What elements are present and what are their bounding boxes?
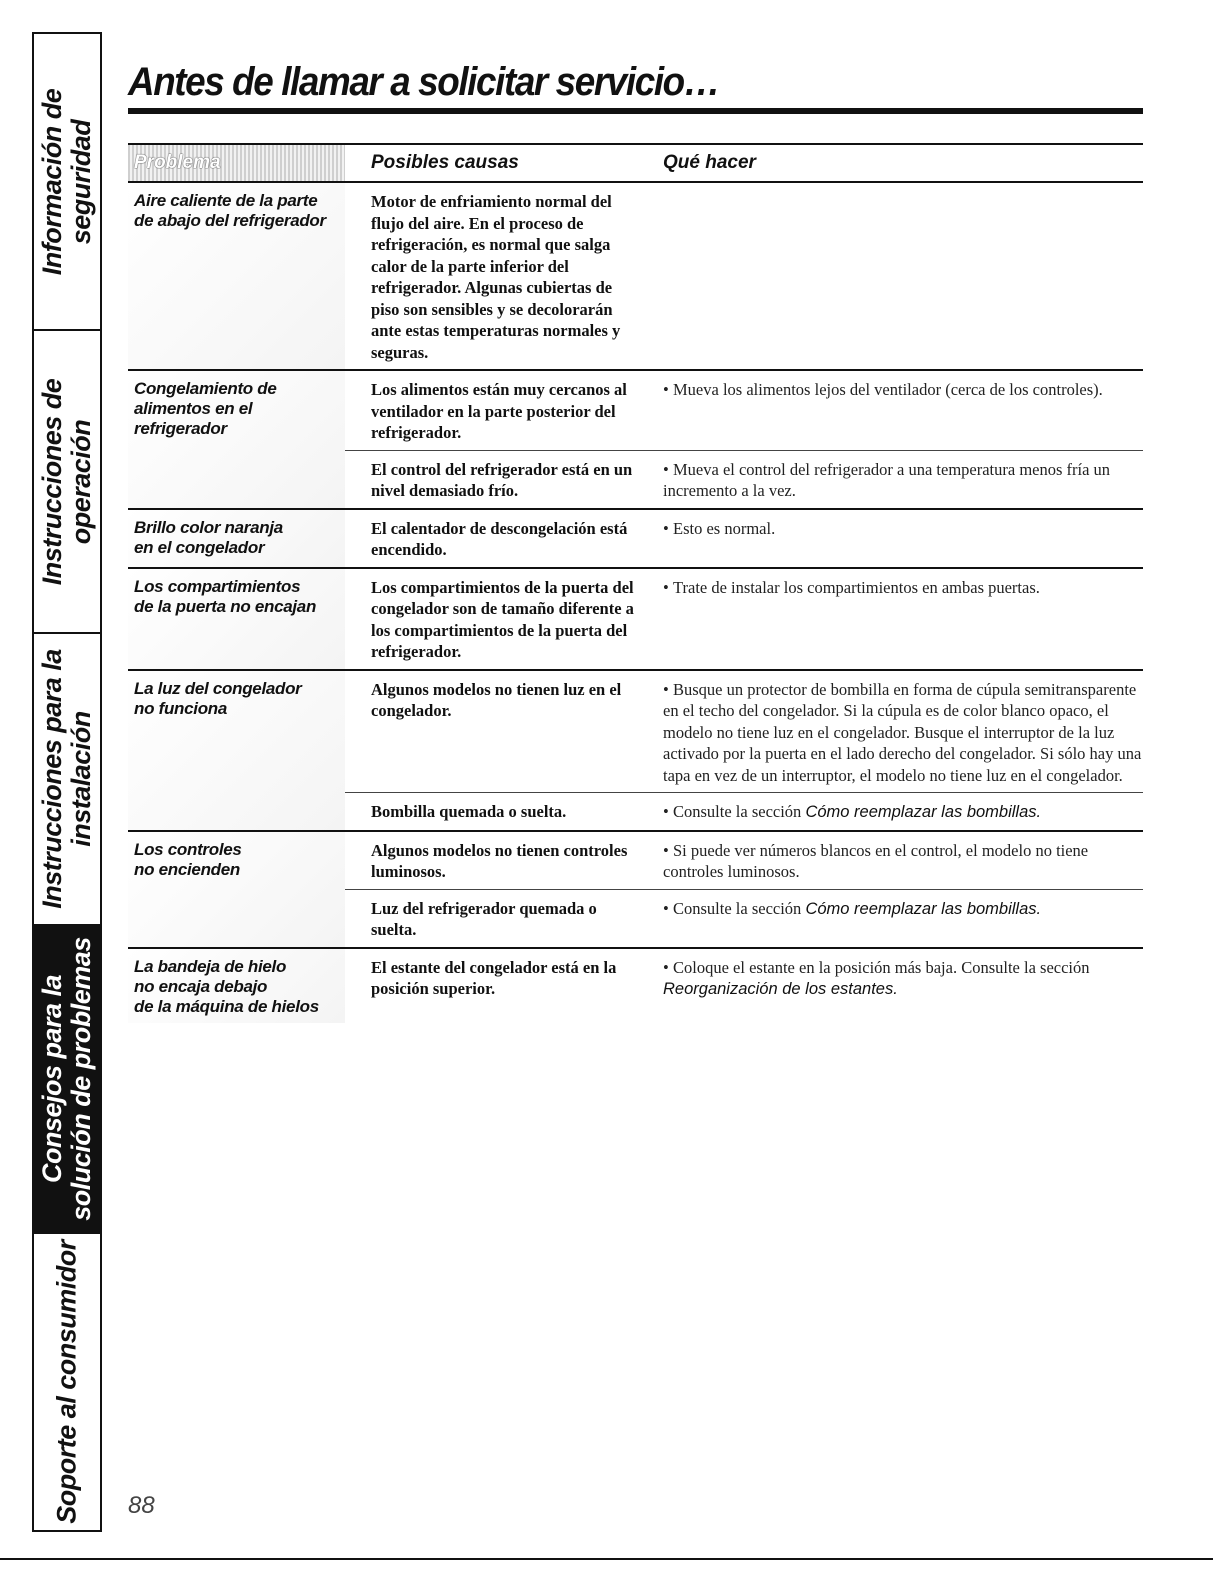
sidebar-tab-instalacion[interactable] <box>34 634 100 926</box>
problem-line: de la máquina de hielos <box>134 996 319 1016</box>
action-text: Busque un protector de bombilla en forma de cúpula semitransparente en el techo del congelador. Si la cúpula es de color blanco opaco, el modelo no tiene luz en el congelador. Busque el interruptor de la luz activado por la puerta en el lado derecho del congelador. Si sólo hay una tapa en vez de un interruptor, el modelo no tiene luz en el congelador. <box>663 679 1142 785</box>
cause-cell: El estante del congelador está en la posición superior. <box>345 948 649 1023</box>
header-action: Qué hacer <box>649 144 1143 182</box>
problem-line: en el congelador <box>134 537 265 557</box>
problem-cell <box>128 370 345 509</box>
problem-line: de abajo del refrigerador <box>134 211 326 230</box>
bullet-icon: • <box>663 679 669 699</box>
action-cell <box>649 450 1143 509</box>
action-cell <box>649 182 1143 370</box>
action-text: Consulte la sección <box>673 898 806 918</box>
problem-line: La bandeja de hielo <box>134 956 287 976</box>
action-cell <box>649 370 1143 450</box>
table-row <box>128 182 1143 370</box>
problem-line: La luz del congelador <box>134 678 302 698</box>
cause-cell: Los compartimientos de la puerta del congelador son de tamaño diferente a los compartimientos de la puerta del refrigerador. <box>345 568 649 670</box>
page-title: Antes de llamar a solicitar servicio… <box>128 60 720 104</box>
cause-cell: Los alimentos están muy cercanos al ventilador en la parte posterior del refrigerador. <box>345 370 649 450</box>
problem-line: alimentos en el <box>134 399 253 418</box>
problem-cell <box>128 670 345 831</box>
action-cell <box>649 568 1143 670</box>
bullet-icon: • <box>663 840 669 860</box>
problem-cell <box>128 509 345 568</box>
problem-line: Los controles <box>134 839 242 859</box>
action-cell <box>649 670 1143 793</box>
table-row <box>128 568 1143 670</box>
problem-line: Congelamiento de <box>134 379 277 398</box>
troubleshooting-table <box>128 143 1143 1023</box>
action-text: Mueva el control del refrigerador a una temperatura menos fría un incremento a la vez. <box>663 459 1111 500</box>
sidebar-tab-label: Información de seguridad <box>37 88 96 275</box>
sidebar-tab-label: Consejos para la solución de problemas <box>37 937 96 1221</box>
sidebar-tab-operacion[interactable] <box>34 331 100 634</box>
title-rule <box>128 108 1143 114</box>
cause-cell: Luz del refrigerador quemada o suelta. <box>345 889 649 948</box>
action-cell <box>649 889 1143 948</box>
action-text: Esto es normal. <box>673 518 776 538</box>
action-cell <box>649 509 1143 568</box>
table-row <box>128 948 1143 1023</box>
action-cell <box>649 831 1143 890</box>
sidebar-tab-consumidor[interactable] <box>34 1234 100 1530</box>
problem-cell <box>128 831 345 948</box>
cause-cell: Algunos modelos no tienen controles luminosos. <box>345 831 649 890</box>
problem-line: no encienden <box>134 859 240 879</box>
sidebar-tab-seguridad[interactable] <box>34 34 100 331</box>
problem-line: Aire caliente de la parte <box>134 191 318 210</box>
table-row <box>128 509 1143 568</box>
bullet-icon: • <box>663 518 669 538</box>
cause-cell: Algunos modelos no tienen luz en el congelador. <box>345 670 649 793</box>
cause-cell: Bombilla quemada o suelta. <box>345 793 649 831</box>
action-cell <box>649 948 1143 1023</box>
problem-line: refrigerador <box>134 419 227 438</box>
problem-line: Brillo color naranja <box>134 517 283 537</box>
problem-cell <box>128 948 345 1023</box>
bullet-icon: • <box>663 898 669 918</box>
sidebar <box>32 32 102 1532</box>
bottom-rule <box>0 1558 1213 1560</box>
sidebar-tab-label: Instrucciones de operación <box>37 378 96 585</box>
table-row <box>128 370 1143 450</box>
action-cell <box>649 793 1143 831</box>
table-header-row <box>128 144 1143 182</box>
table-row <box>128 831 1143 890</box>
cause-cell: El calentador de descongelación está encendido. <box>345 509 649 568</box>
cause-cell: Motor de enfriamiento normal del flujo del aire. En el proceso de refrigeración, es normal que salga calor de la parte inferior del refrigerador. Algunas cubiertas de piso son sensibles y se decolorarán ante estas temperaturas normales y seguras. <box>345 182 649 370</box>
problem-line: no funciona <box>134 698 228 718</box>
action-text: Mueva los alimentos lejos del ventilador (cerca de los controles). <box>673 380 1103 399</box>
sidebar-tab-label: Instrucciones para la instalación <box>37 649 96 909</box>
action-text: Trate de instalar los compartimientos en ambas puertas. <box>673 577 1040 597</box>
action-text: Si puede ver números blancos en el control, el modelo no tiene controles luminosos. <box>663 840 1089 881</box>
action-text: Consulte la sección <box>673 802 806 821</box>
cause-cell: El control del refrigerador está en un nivel demasiado frío. <box>345 450 649 509</box>
header-problem: Problema <box>128 144 345 182</box>
sidebar-tab-label: Soporte al consumidor <box>51 1240 82 1524</box>
problem-line: Los compartimientos <box>134 576 301 596</box>
table-row <box>128 670 1143 793</box>
problem-cell <box>128 568 345 670</box>
page-number: 88 <box>128 1492 155 1519</box>
problem-line: no encaja debajo <box>134 976 268 996</box>
bullet-icon: • <box>663 459 669 479</box>
section-reference-link[interactable]: Cómo reemplazar las bombillas. <box>805 899 1042 918</box>
table-body <box>128 182 1143 1023</box>
section-reference-link[interactable]: Cómo reemplazar las bombillas. <box>805 803 1042 821</box>
problem-cell <box>128 182 345 370</box>
bullet-icon: • <box>663 957 669 977</box>
section-reference-link[interactable]: Reorganización de los estantes. <box>663 980 898 998</box>
action-text: Coloque el estante en la posición más baja. Consulte la sección <box>673 957 1090 977</box>
header-cause: Posibles causas <box>345 144 649 182</box>
bullet-icon: • <box>663 577 669 597</box>
bullet-icon: • <box>663 380 669 399</box>
problem-line: de la puerta no encajan <box>134 596 317 616</box>
bullet-icon: • <box>663 802 669 821</box>
sidebar-tab-problemas[interactable] <box>34 926 100 1234</box>
